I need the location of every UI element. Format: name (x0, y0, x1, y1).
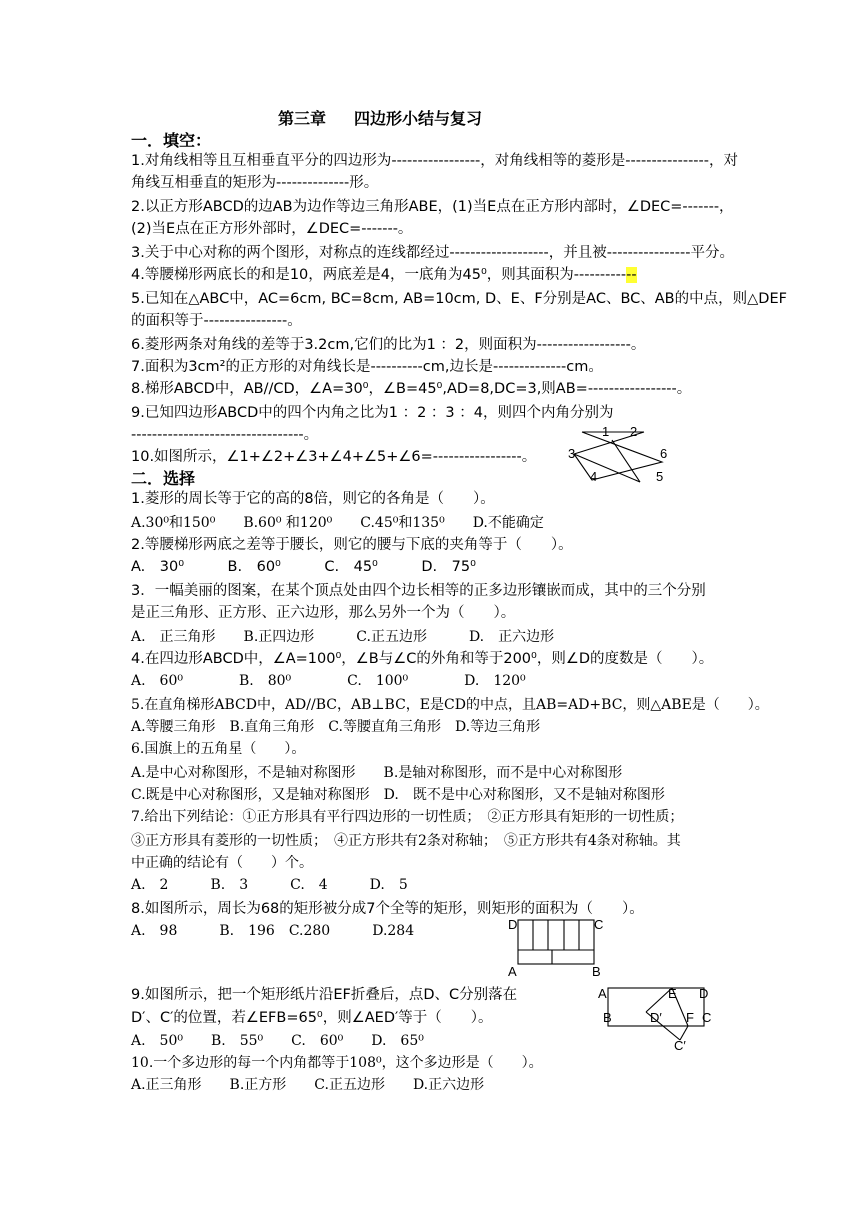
label-6: 6 (660, 446, 668, 461)
fill-line: 8.梯形ABCD中，AB//CD，∠A=30⁰，∠B=45⁰,AD=8,DC=3,则AB=-----------------。 (131, 381, 692, 397)
choice-line: 6.国旗上的五角星（ ）。 (131, 741, 306, 757)
choice-line: 5.在直角梯形ABCD中，AD//BC，AB⊥BC，E是CD的中点，且AB=AD+BC，则△ABE是（ ）。 (131, 697, 769, 713)
fill-line: (2)当E点在正方形外部时，∠DEC=-------。 (131, 221, 413, 237)
highlight-mark: -- (626, 267, 637, 283)
label-C: C (702, 1010, 712, 1025)
fill-line: 5.已知在△ABC中，AC=6cm, BC=8cm, AB=10cm, D、E、F分别是AC、BC、AB的中点，则△DEF (131, 291, 787, 307)
choice-line: 9.如图所示，把一个矩形纸片沿EF折叠后，点D、C分别落在 (131, 987, 518, 1003)
page-title (278, 106, 482, 129)
label-A: A (598, 986, 607, 1001)
angles-figure (562, 420, 674, 486)
fill-line-q4 (131, 265, 637, 285)
fill-line: 7.面积为3cm²的正方形的对角线长是----------cm,边长是--------------cm。 (131, 359, 603, 375)
choice-line: 中正确的结论有（ ）个。 (131, 855, 313, 871)
fold-figure (596, 982, 716, 1054)
choice-line: 8.如图所示，周长为68的矩形被分成7个全等的矩形，则矩形的面积为（ ）。 (131, 901, 644, 917)
section-choice-heading: 二．选择 (131, 469, 196, 488)
choice-line: A. 60⁰ B. 80⁰ C. 100⁰ D. 120⁰ (131, 673, 526, 689)
chapter-name: 四边形小结与复习 (354, 109, 483, 128)
fill-line: 6.菱形两条对角线的差等于3.2cm,它们的比为1 ：2，则面积为------------------。 (131, 337, 646, 353)
fill-line: 的面积等于----------------。 (131, 313, 302, 329)
fill-line: 9.已知四边形ABCD中的四个内角之比为1 ：2 ：3 ：4，则四个内角分别为 (131, 405, 614, 421)
label-4: 4 (590, 469, 598, 484)
choice-line: A. 50⁰ B. 55⁰ C. 60⁰ D. 65⁰ (131, 1033, 424, 1049)
choice-line: D′、C′的位置，若∠EFB=65⁰，则∠AED′等于（ ）。 (131, 1010, 493, 1026)
label-E: E (668, 986, 677, 1001)
label-5: 5 (656, 469, 664, 484)
choice-line: A.等腰三角形 B.直角三角形 C.等腰直角三角形 D.等边三角形 (131, 719, 541, 735)
choice-line: 2.等腰梯形两底之差等于腰长，则它的腰与下底的夹角等于（ ）。 (131, 537, 573, 553)
fill-line: 3.关于中心对称的两个图形，对称点的连线都经过-------------------，并且被----------------平分。 (131, 245, 734, 261)
rect7-figure (506, 914, 610, 980)
choice-line: 4.在四边形ABCD中，∠A=100⁰，∠B与∠C的外角和等于200⁰，则∠D的度数是（ ）。 (131, 651, 714, 667)
fill-line: 角线互相垂直的矩形为--------------形。 (131, 175, 379, 191)
choice-line: 是正三角形、正方形、正六边形，那么另外一个为（ ）。 (131, 605, 516, 621)
section-fill-heading: 一．填空： (131, 131, 212, 150)
choice-line: A. 98 B. 196 C.280 D.284 (131, 923, 415, 939)
choice-line: A. 30⁰ B. 60⁰ C. 45⁰ D. 75⁰ (131, 559, 476, 575)
label-B: B (603, 1010, 612, 1025)
label-1: 1 (602, 424, 610, 439)
outer-rect (518, 920, 594, 964)
label-C: C (594, 917, 604, 932)
fill-line: 10.如图所示，∠1+∠2+∠3+∠4+∠5+∠6=-----------------。 (131, 449, 537, 465)
fill-line: 2.以正方形ABCD的边AB为边作等边三角形ABE，(1)当E点在正方形内部时，∠DEC=-------， (131, 199, 734, 215)
choice-line: 10.一个多边形的每一个内角都等于108⁰，这个多边形是（ ）。 (131, 1055, 543, 1071)
choice-line: A. 正三角形 B.正四边形 C.正五边形 D. 正六边形 (131, 629, 555, 645)
label-D: D (699, 986, 709, 1001)
label-2: 2 (630, 424, 638, 439)
fill-line: ---------------------------------。 (131, 427, 319, 443)
choice-line: 3．一幅美丽的图案，在某个顶点处由四个边长相等的正多边形镶嵌而成，其中的三个分别 (131, 583, 706, 599)
chapter-label: 第三章 (278, 109, 327, 128)
label-3: 3 (568, 446, 576, 461)
choice-line: A.是中心对称图形，不是轴对称图形 B.是轴对称图形，而不是中心对称图形 (131, 765, 623, 781)
fill-line: 1.对角线相等且互相垂直平分的四边形为-----------------，对角线相等的菱形是----------------，对 (131, 153, 738, 169)
choice-line: C.既是中心对称图形，又是轴对称图形 D. 既不是中心对称图形，又不是轴对称图形 (131, 787, 665, 803)
label-A: A (508, 964, 517, 979)
label-F: F (686, 1010, 694, 1025)
label-B: B (592, 964, 601, 979)
choice-line: A.30⁰和150⁰ B.60⁰ 和120⁰ C.45⁰和135⁰ D.不能确定 (131, 515, 544, 531)
q4-text: 4.等腰梯形两底长的和是10，两底差是4，一底角为45⁰，则其面积为---------- (131, 267, 627, 283)
choice-line: 1.菱形的周长等于它的高的8倍，则它的各角是（ ）。 (131, 491, 495, 507)
label-D-prime: D′ (650, 1010, 662, 1025)
choice-line: 7.给出下列结论：①正方形具有平行四边形的一切性质； ②正方形具有矩形的一切性质； (131, 809, 684, 825)
choice-line: A. 2 B. 3 C. 4 D. 5 (131, 877, 408, 893)
label-D: D (508, 917, 518, 932)
choice-line: A.正三角形 B.正方形 C.正五边形 D.正六边形 (131, 1077, 485, 1093)
label-C-prime: C′ (674, 1038, 686, 1053)
choice-line: ③正方形具有菱形的一切性质； ④正方形共有2条对称轴； ⑤正方形共有4条对称轴。其 (131, 833, 681, 849)
